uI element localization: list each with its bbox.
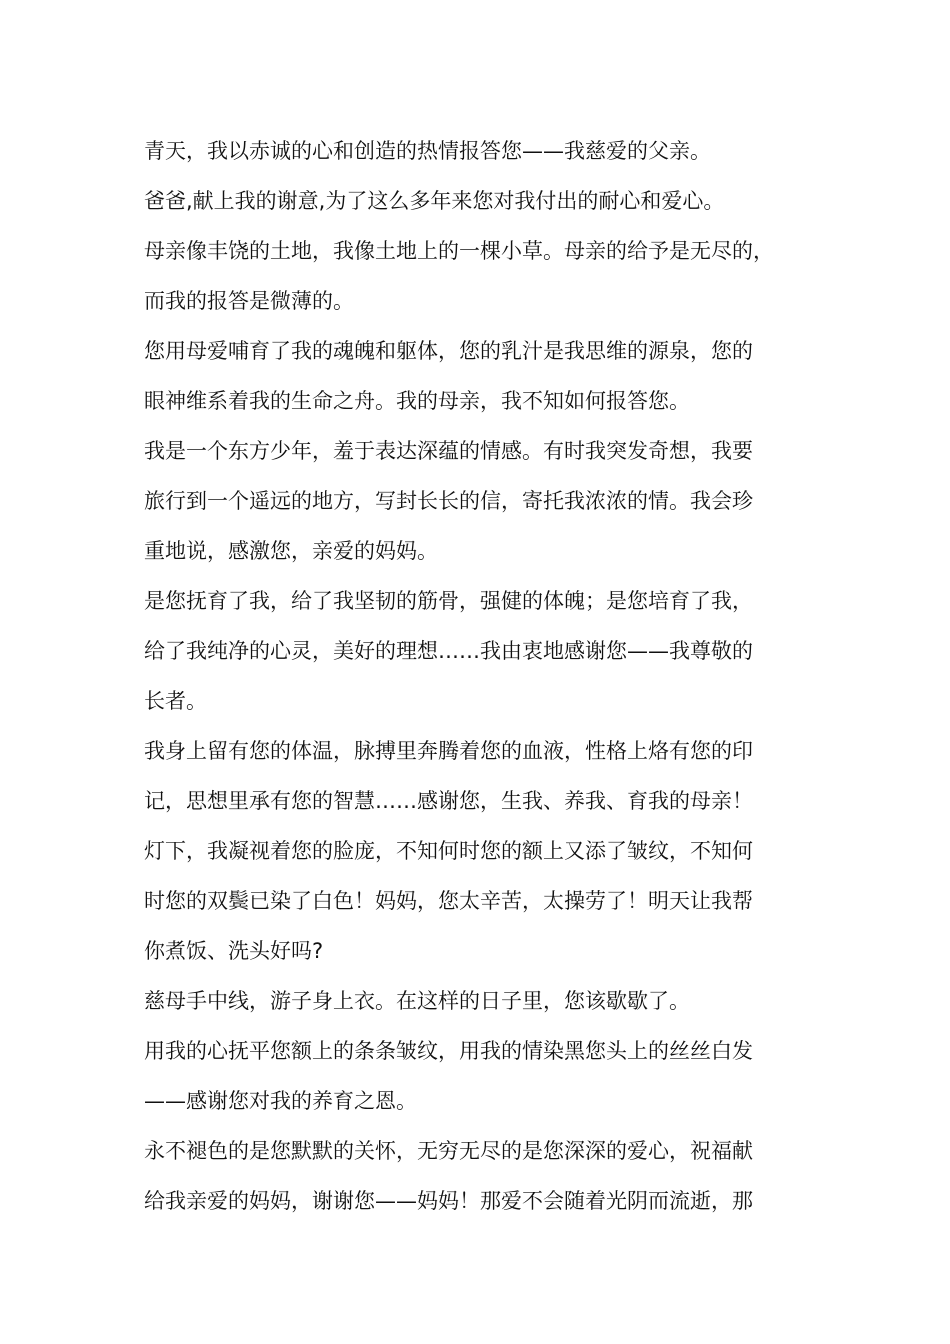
text-line: 给了我纯净的心灵，美好的理想……我由衷地感谢您——我尊敬的 bbox=[144, 639, 753, 663]
text-line: 用我的心抚平您额上的条条皱纹，用我的情染黑您头上的丝丝白发 bbox=[144, 1039, 753, 1063]
text-line: 而我的报答是微薄的。 bbox=[144, 289, 354, 313]
text-line: 我身上留有您的体温，脉搏里奔腾着您的血液，性格上烙有您的印 bbox=[144, 739, 753, 763]
text-line: 爸爸,献上我的谢意,为了这么多年来您对我付出的耐心和爱心。 bbox=[144, 189, 725, 213]
text-line: 您用母爱哺育了我的魂魄和躯体，您的乳汁是我思维的源泉，您的 bbox=[144, 339, 753, 363]
text-line: 青天，我以赤诚的心和创造的热情报答您——我慈爱的父亲。 bbox=[144, 139, 711, 163]
text-line: 母亲像丰饶的土地，我像土地上的一棵小草。母亲的给予是无尽的， bbox=[144, 239, 774, 263]
text-line: 记，思想里承有您的智慧……感谢您，生我、养我、育我的母亲！ bbox=[144, 789, 753, 813]
document-body bbox=[144, 126, 824, 1226]
text-line: 永不褪色的是您默默的关怀，无穷无尽的是您深深的爱心，祝福献 bbox=[144, 1139, 753, 1163]
text-line: 时您的双鬓已染了白色！妈妈，您太辛苦，太操劳了！明天让我帮 bbox=[144, 889, 753, 913]
text-line: 重地说，感激您，亲爱的妈妈。 bbox=[144, 539, 438, 563]
text-line: 你煮饭、洗头好吗? bbox=[144, 939, 324, 963]
text-line: 是您抚育了我，给了我坚韧的筋骨，强健的体魄；是您培育了我， bbox=[144, 589, 753, 613]
text-line: 长者。 bbox=[144, 689, 207, 713]
text-line: 给我亲爱的妈妈，谢谢您——妈妈！那爱不会随着光阴而流逝，那 bbox=[144, 1189, 753, 1213]
text-line: 慈母手中线，游子身上衣。在这样的日子里，您该歇歇了。 bbox=[144, 989, 690, 1013]
text-line: ——感谢您对我的养育之恩。 bbox=[144, 1089, 417, 1113]
text-line: 我是一个东方少年，羞于表达深蕴的情感。有时我突发奇想，我要 bbox=[144, 439, 753, 463]
text-line: 灯下，我凝视着您的脸庞，不知何时您的额上又添了皱纹，不知何 bbox=[144, 839, 753, 863]
text-line: 眼神维系着我的生命之舟。我的母亲，我不知如何报答您。 bbox=[144, 389, 690, 413]
text-line: 旅行到一个遥远的地方，写封长长的信，寄托我浓浓的情。我会珍 bbox=[144, 489, 753, 513]
